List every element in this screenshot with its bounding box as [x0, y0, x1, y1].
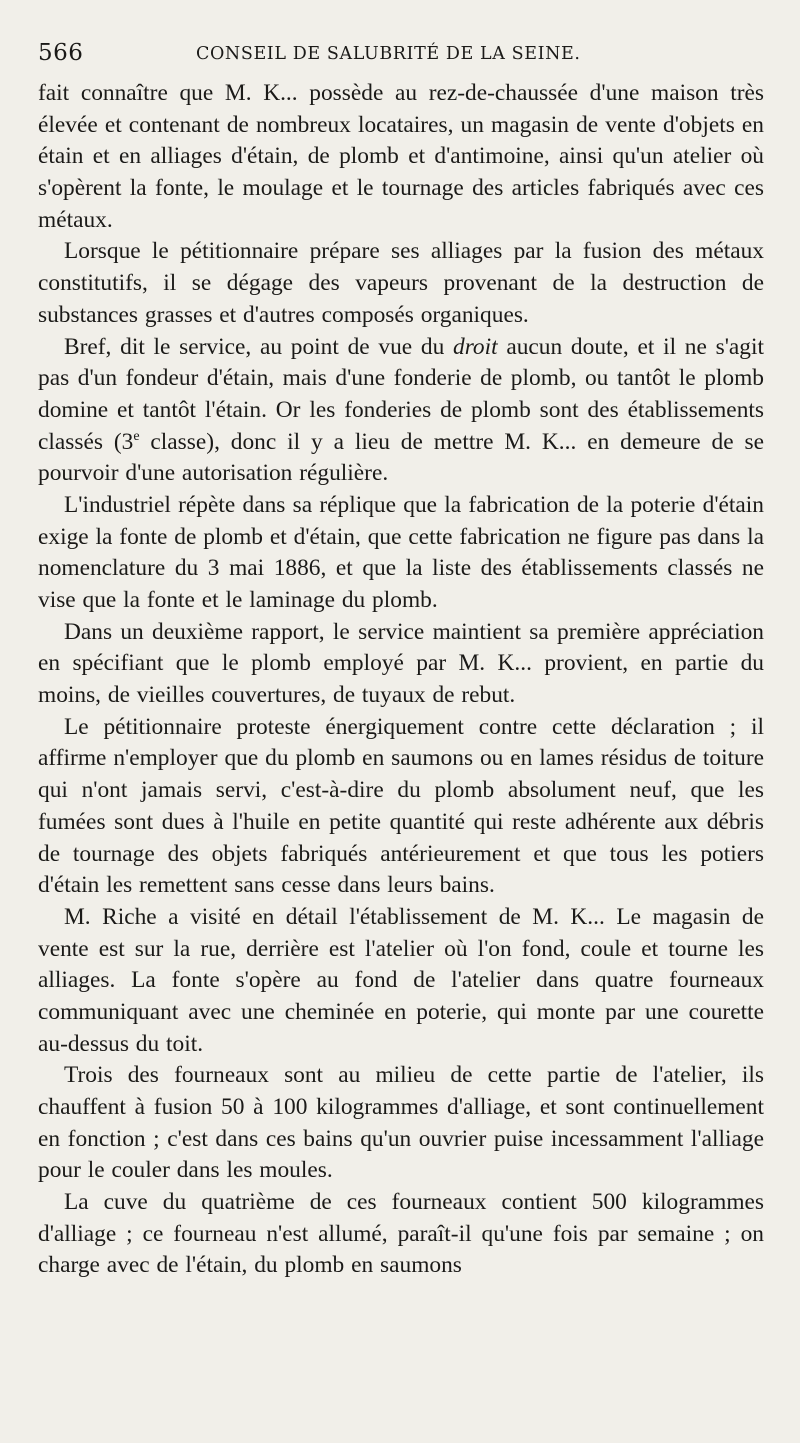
paragraph-2: Lorsque le pétitionnaire prépare ses alliages par la fusion des métaux constitutifs, il se dégage des vapeurs provenant de la destruction de substances grasses et d'autres composés organiques. — [38, 238, 764, 328]
running-header — [38, 38, 764, 78]
italic-word-droit: droit — [453, 333, 498, 360]
running-title: CONSEIL DE SALUBRITÉ DE LA SEINE. — [196, 44, 581, 64]
superscript-e: e — [133, 428, 140, 444]
paragraph-7: M. Riche a visité en détail l'établissement de M. K... Le magasin de vente est sur la rue, derrière est l'atelier où l'on fond, coule et tourne les alliages. La fonte s'opère au fond de l'atelier dans quatre fourneaux communiquant avec une cheminée en poterie, qui monte par une courette au-dessus du toit. — [38, 903, 764, 1057]
paragraph-9: La cuve du quatrième de ces fourneaux contient 500 kilogrammes d'alliage ; ce fourneau n'est allumé, paraît-il qu'une fois par semaine ; on charge avec de l'étain, du plomb en saumons — [38, 1189, 764, 1279]
paragraph-3 — [38, 332, 764, 490]
paragraph-5: Dans un deuxième rapport, le service maintient sa première appréciation en spécifiant que le plomb employé par M. K... provient, en partie du moins, de vieilles couvertures, de tuyaux de rebut. — [38, 618, 764, 709]
paragraph-4: L'industriel répète dans sa réplique que la fabrication de la poterie d'étain exige la fonte de plomb et d'étain, que cette fabrication ne figure pas dans la nomenclature du 3 mai 1886, et que la liste des établissements classés ne vise que la fonte et le laminage du plomb. — [38, 491, 764, 613]
paragraph-3-part-1: Bref, dit le service, au point de vue du — [64, 333, 453, 360]
paragraph-3-part-3: classe), donc il y a lieu de mettre M. K... en demeure de se pourvoir d'une autorisation régulière. — [38, 428, 764, 487]
paragraph-1: fait connaître que M. K... possède au rez-de-chaussée d'une maison très élevée et contenant de nombreux locataires, un magasin de vente d'objets en étain et en alliages d'étain, de plomb et d'antimoine, ainsi qu'un atelier où s'opèrent la fonte, le moulage et le tournage des articles fabriqués avec ces métaux. — [38, 80, 764, 233]
body-text — [38, 78, 764, 1282]
paragraph-6: Le pétitionnaire proteste énergiquement contre cette déclaration ; il affirme n'employer que du plomb en saumons ou en lames résidus de toiture qui n'ont jamais servi, c'est-à-dire du plomb absolument neuf, que les fumées sont dues à l'huile en petite quantité qui reste adhérente aux débris de tournage des objets fabriqués antérieurement et que tous les potiers d'étain les remettent sans cesse dans leurs bains. — [38, 713, 764, 899]
paragraph-3-part-2: aucun doute, et il ne s'agit pas d'un fondeur d'étain, mais d'une fonderie de plomb, ou tantôt le plomb domine et tantôt l'étain. Or les fonderies de plomb sont des établissements classés (3 — [38, 333, 764, 455]
paragraph-8: Trois des fourneaux sont au milieu de cette partie de l'atelier, ils chauffent à fusion 50 à 100 kilogrammes d'alliage, et sont continuellement en fonction ; c'est dans ces bains qu'un ouvrier puise incessamment l'alliage pour le couler dans les moules. — [38, 1062, 764, 1184]
page-number: 566 — [38, 40, 84, 66]
